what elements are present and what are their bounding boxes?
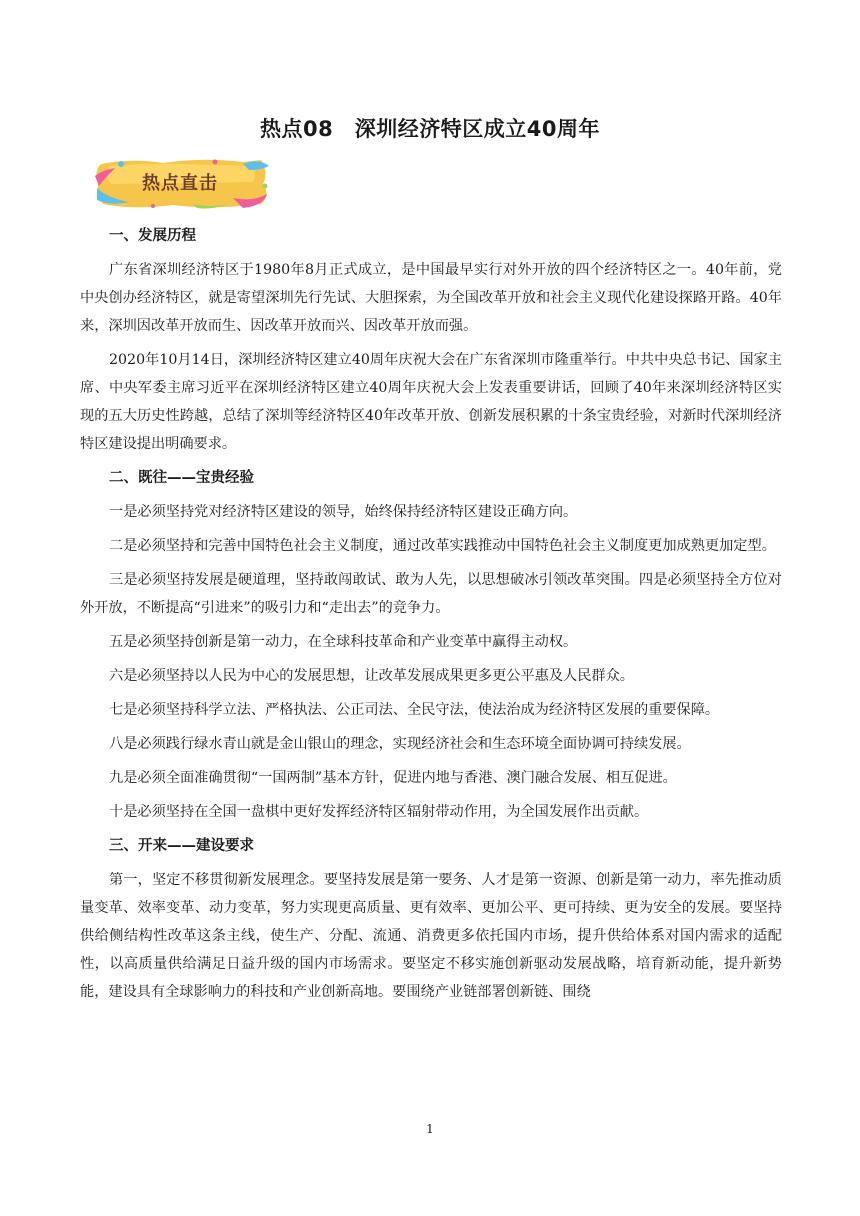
page-number: 1	[426, 1122, 434, 1136]
paragraph: 六是必须坚持以人民为中心的发展思想，让改革发展成果更多更公平惠及人民群众。	[109, 668, 634, 684]
paragraph: 一是必须坚持党对经济特区建设的领导，始终保持经济特区建设正确方向。	[109, 504, 578, 520]
section-requirements	[80, 832, 782, 1006]
paragraph: 五是必须坚持创新是第一动力，在全球科技革命和产业变革中赢得主动权。	[109, 634, 578, 650]
paragraph: 广东省深圳经济特区于1980年8月正式成立，是中国最早实行对外开放的四个经济特区之一。40年前，党中央创办经济特区，就是寄望深圳先行先试、大胆探索，为全国改革开放和社会主义现代化建设探路开路。40年来，深圳因改革开放而生、因改革开放而兴、因改革开放而强。	[80, 262, 782, 334]
section-heading: 二、既往——宝贵经验	[109, 470, 254, 486]
paragraph: 三是必须坚持发展是硬道理，坚持敢闯敢试、敢为人先，以思想破冰引领改革突围。四是必须坚持全方位对外开放，不断提高“引进来”的吸引力和“走出去”的竞争力。	[80, 572, 782, 616]
paragraph: 十是必须坚持在全国一盘棋中更好发挥经济特区辐射带动作用，为全国发展作出贡献。	[109, 804, 649, 820]
section-development	[80, 222, 782, 458]
paragraph: 八是必须践行绿水青山就是金山银山的理念，实现经济社会和生态环境全面协调可持续发展。	[109, 736, 691, 752]
section-heading: 三、开来——建设要求	[109, 838, 254, 854]
paragraph: 二是必须坚持和完善中国特色社会主义制度，通过改革实践推动中国特色社会主义制度更加成熟更加定型。	[109, 538, 776, 554]
paragraph: 九是必须全面准确贯彻“一国两制”基本方针，促进内地与香港、澳门融合发展、相互促进。	[109, 770, 677, 786]
section-heading: 一、发展历程	[109, 228, 196, 244]
section-experience	[80, 464, 782, 826]
paragraph: 七是必须坚持科学立法、严格执法、公正司法、全民守法，使法治成为经济特区发展的重要保障。	[109, 702, 720, 718]
article-body	[80, 222, 782, 1012]
paragraph: 2020年10月14日，深圳经济特区建立40周年庆祝大会在广东省深圳市隆重举行。中共中央总书记、国家主席、中央军委主席习近平在深圳经济特区建立40周年庆祝大会上发表重要讲话，回顾了40年来深圳经济特区实现的五大历史性跨越，总结了深圳等经济特区40年改革开放、创新发展积累的十条宝贵经验，对新时代深圳经济特区建设提出明确要求。	[80, 352, 782, 452]
badge-label: 热点直击	[142, 173, 218, 194]
page-title: 热点08 深圳经济特区成立40周年	[260, 117, 600, 141]
hot-topic-badge	[93, 158, 271, 210]
paragraph: 第一，坚定不移贯彻新发展理念。要坚持发展是第一要务、人才是第一资源、创新是第一动力，率先推动质量变革、效率变革、动力变革，努力实现更高质量、更有效率、更加公平、更可持续、更为安全的发展。要坚持供给侧结构性改革这条主线，使生产、分配、流通、消费更多依托国内市场，提升供给体系对国内需求的适配性，以高质量供给满足日益升级的国内市场需求。要坚定不移实施创新驱动发展战略，培育新动能，提升新势能，建设具有全球影响力的科技和产业创新高地。要围绕产业链部署创新链、围绕	[80, 872, 782, 1000]
